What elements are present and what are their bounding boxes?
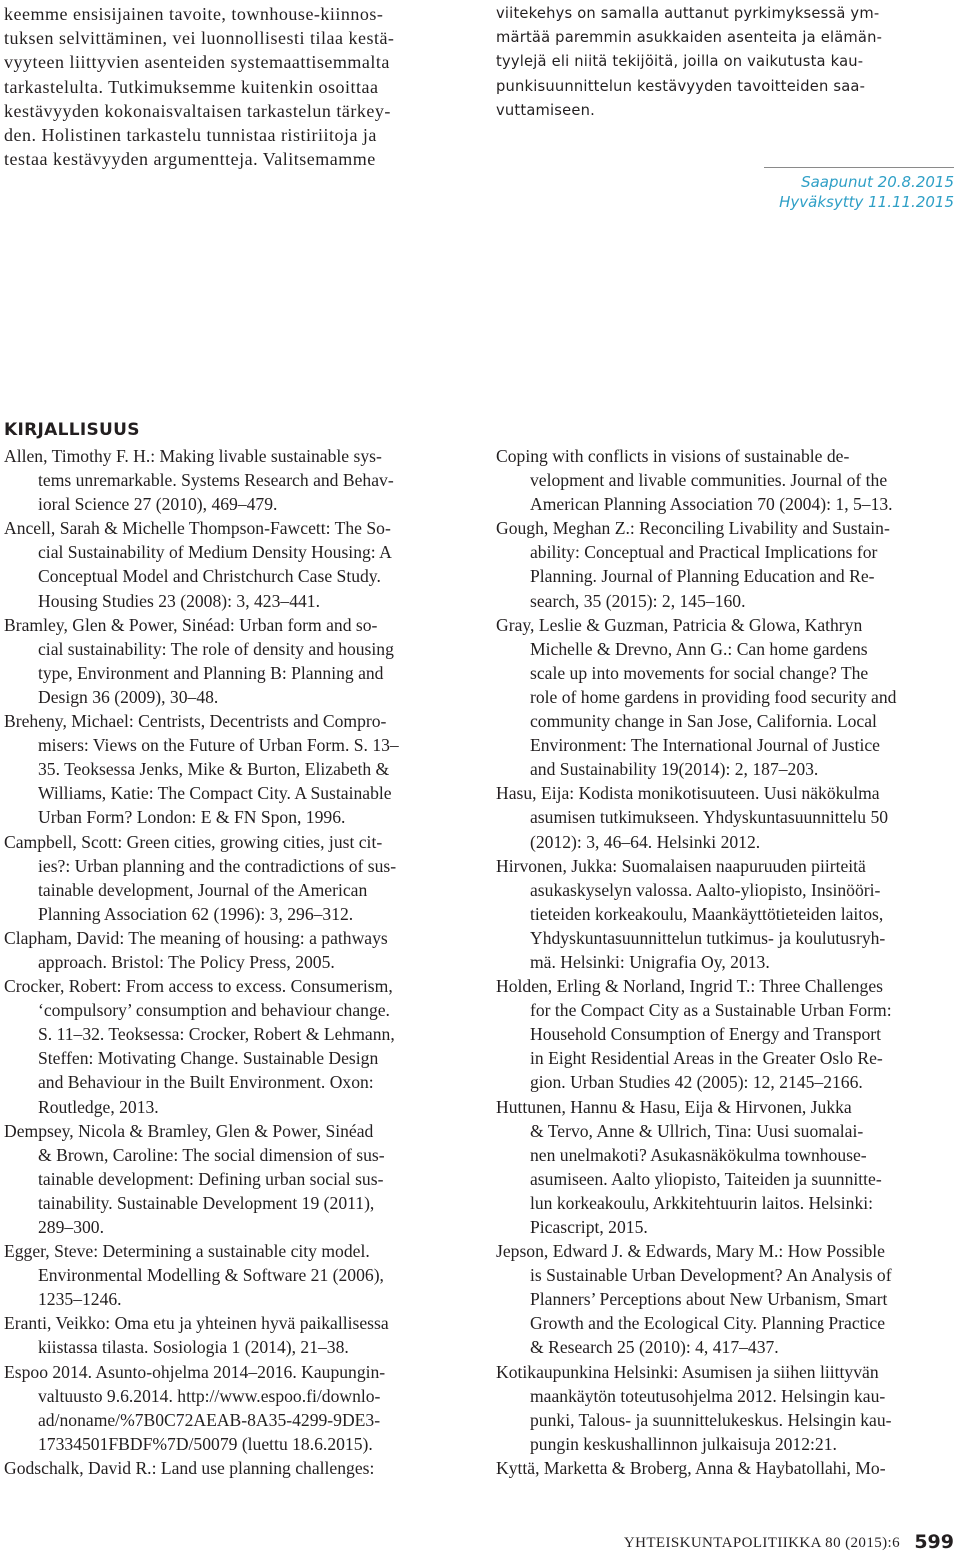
reference-entry: Eranti, Veikko: Oma etu ja yhteinen hyvä paikallisessa kiistassa tilasta. Sosiologia 1 (2014), 21–38. — [4, 1313, 389, 1358]
accepted-date: Hyväksytty 11.11.2015 — [779, 193, 954, 211]
body-text-right-column — [496, 2, 956, 123]
reference-entry: Ancell, Sarah & Michelle Thompson-Fawcett: The So- cial Sustainability of Medium Density Housing: A Conceptual Model and Christchurch Case Study. Housing Studies 23 (2008): 3, 423–441. — [4, 518, 392, 611]
reference-entry: Dempsey, Nicola & Bramley, Glen & Power, Sinéad & Brown, Caroline: The social dimension of sus- tainable development: Defining urban social sus- tainability. Sustainable Development 19 (2011), 289–300. — [4, 1120, 385, 1237]
reference-entry: Hirvonen, Jukka: Suomalaisen naapuruuden piirteitä asukaskyselyn valossa. Aalto-yliopisto, Insinööri- tieteiden korkeakoulu, Maankäyttötieteiden laitos, Yhdyskuntasuunnittelun tutkimus- ja koulutusryh- mä. Helsinki: Unigrafia Oy, 2013. — [496, 855, 886, 972]
reference-entry: Espoo 2014. Asunto-ohjelma 2014–2016. Kaupungin- valtuusto 9.6.2014. http://www.espoo.fi/downlo- ad/noname/%7B0C72AEAB-8A35-4299-9DE3- 17334501FBDF%7D/50079 (luettu 18.6.2015). — [4, 1361, 386, 1454]
journal-name: YHTEISKUNTAPOLITIIKKA 80 (2015):6 — [623, 1535, 900, 1551]
body-paragraph: keemme ensisijainen tavoite, townhouse-kiinnos- tuksen selvittäminen, vei luonnollisesti tilaa kestä- vyyteen liittyvien asenteiden systemaattisemmalta tarkastelulta. Tutkimuksemme kuitenkin osoittaa kestävyyden kokonaisvaltaisen tarkastelun tärkey- den. Holistinen tarkastelu tunnistaa ristiriitoja ja testaa kestävyyden argumentteja. Valitsemamme — [4, 4, 395, 170]
reference-entry: Godschalk, David R.: Land use planning challenges: — [4, 1457, 375, 1478]
body-text-left-column — [4, 2, 466, 171]
reference-entry: Coping with conflicts in visions of sustainable de- velopment and livable communities. Journal of the American Planning Association 70 (2004): 1, 5–13. — [496, 446, 893, 515]
reference-entry: Holden, Erling & Norland, Ingrid T.: Three Challenges for the Compact City as a Sustainable Urban Form: Household Consumption of Energy and Transport in Eight Residential Areas in the Greater Oslo Re- gion. Urban Studies 42 (2005): 12, 2145–2166. — [496, 976, 892, 1093]
article-dates — [764, 167, 954, 212]
references-heading: KIRJALLISUUS — [4, 420, 140, 440]
reference-entry: Huttunen, Hannu & Hasu, Eija & Hirvonen, Jukka & Tervo, Anne & Ullrich, Tina: Uusi suomalai- nen unelmakoti? Asukasnäkökulma townhouse- asumiseen. Aalto yliopisto, Taiteiden ja suunnitte- lun korkeakoulu, Arkkitehtuurin laitos. Helsinki: Picascript, 2015. — [496, 1096, 882, 1237]
received-date: Saapunut 20.8.2015 — [801, 173, 954, 191]
references-right-column — [496, 444, 956, 1480]
reference-entry: Gough, Meghan Z.: Reconciling Livability and Sustain- ability: Conceptual and Practical Implications for Planning. Journal of Planning Education and Re- search, 35 (2015): 2, 145–160. — [496, 518, 890, 611]
page-number: 599 — [914, 1531, 954, 1553]
references-left-column — [4, 444, 464, 1480]
reference-entry: Hasu, Eija: Kodista monikotisuuteen. Uusi näkökulma asumisen tutkimukseen. Yhdyskuntasuunnittelu 50 (2012): 3, 46–64. Helsinki 2012. — [496, 783, 889, 852]
reference-entry: Kyttä, Marketta & Broberg, Anna & Haybatollahi, Mo- — [496, 1457, 886, 1478]
reference-entry: Jepson, Edward J. & Edwards, Mary M.: How Possible is Sustainable Urban Development? An Analysis of Planners’ Perceptions about New Urbanism, Smart Growth and the Ecological City. Planning Practice & Research 25 (2010): 4, 417–437. — [496, 1241, 892, 1358]
body-paragraph: viitekehys on samalla auttanut pyrkimyksessä ym- märtää paremmin asukkaiden asenteita ja elämän- tyylejä eli niitä tekijöitä, joilla on vaikutusta kau- punkisuunnittelun kestävyyden tavoitteiden saa- vuttamiseen. — [496, 5, 883, 119]
reference-entry: Kotikaupunkina Helsinki: Asumisen ja siihen liittyvän maankäytön toteutusohjelma 2012. Helsingin kau- punki, Talous- ja suunnittelukeskus. Helsingin kau- pungin keskushallinnon julkaisuja 2012:21. — [496, 1361, 892, 1454]
reference-entry: Allen, Timothy F. H.: Making livable sustainable sys- tems unremarkable. Systems Research and Behav- ioral Science 27 (2010), 469–479. — [4, 446, 394, 515]
reference-entry: Bramley, Glen & Power, Sinéad: Urban form and so- cial sustainability: The role of density and housing type, Environment and Planning B: Planning and Design 36 (2009), 30–48. — [4, 614, 394, 707]
reference-entry: Egger, Steve: Determining a sustainable city model. Environmental Modelling & Software 21 (2006), 1235–1246. — [4, 1241, 384, 1310]
page-footer — [570, 1531, 956, 1557]
reference-entry: Crocker, Robert: From access to excess. Consumerism, ‘compulsory’ consumption and behaviour change. S. 11–32. Teoksessa: Crocker, Robert & Lehmann, Steffen: Motivating Change. Sustainable Design and Behaviour in the Built Environment. Oxon: Routledge, 2013. — [4, 976, 395, 1117]
reference-entry: Clapham, David: The meaning of housing: a pathways approach. Bristol: The Policy Press, 2005. — [4, 927, 388, 972]
reference-entry: Campbell, Scott: Green cities, growing cities, just cit- ies?: Urban planning and the contradictions of sus- tainable development, Journal of the American Planning Association 62 (1996): 3, 296–312. — [4, 831, 397, 924]
reference-entry: Gray, Leslie & Guzman, Patricia & Glowa, Kathryn Michelle & Drevno, Ann G.: Can home gardens scale up into movements for social change? The role of home gardens in providing food security and community change in San Jose, California. Local Environment: The International Journal of Justice and Sustainability 19(2014): 2, 187–203. — [496, 614, 897, 780]
reference-entry: Breheny, Michael: Centrists, Decentrists and Compro- misers: Views on the Future of Urban Form. S. 13– 35. Teoksessa Jenks, Mike & Burton, Elizabeth & Williams, Katie: The Compact City. A Sustainable Urban Form? London: E & FN Spon, 1996. — [4, 711, 399, 828]
